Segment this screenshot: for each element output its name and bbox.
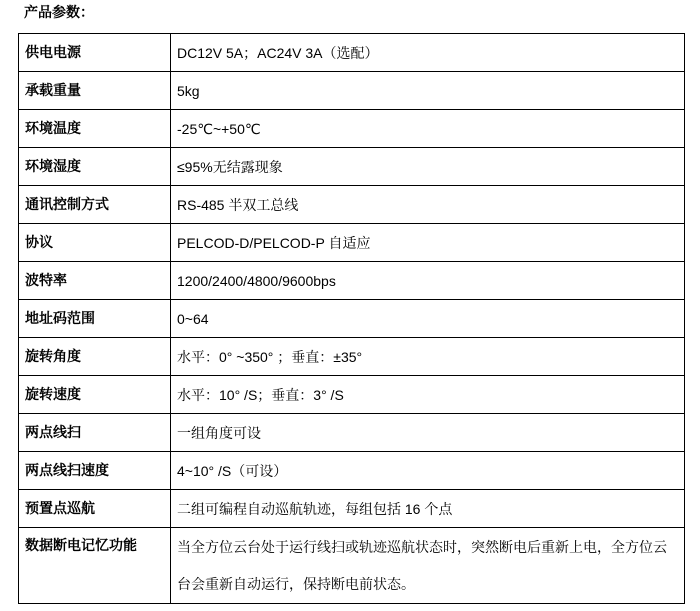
param-value: RS-485 半双工总线 xyxy=(171,186,685,224)
param-value: 水平：10° /S；垂直：3° /S xyxy=(171,376,685,414)
param-value: 水平：0° ~350° ；垂直：±35° xyxy=(171,338,685,376)
param-value: 当全方位云台处于运行线扫或轨迹巡航状态时，突然断电后重新上电，全方位云台会重新自动运行，保持断电前状态。 xyxy=(171,528,685,604)
param-value: 4~10° /S（可设） xyxy=(171,452,685,490)
table-row xyxy=(19,110,685,148)
param-label: 预置点巡航 xyxy=(19,490,171,528)
spec-table xyxy=(18,33,685,604)
table-row xyxy=(19,148,685,186)
table-row xyxy=(19,452,685,490)
param-label: 波特率 xyxy=(19,262,171,300)
param-label: 协议 xyxy=(19,224,171,262)
page-heading: 产品参数： xyxy=(24,5,94,21)
param-value: 1200/2400/4800/9600bps xyxy=(171,262,685,300)
table-row xyxy=(19,528,685,604)
param-value: -25℃~+50℃ xyxy=(171,110,685,148)
param-value: 0~64 xyxy=(171,300,685,338)
table-row xyxy=(19,414,685,452)
table-row xyxy=(19,224,685,262)
param-label: 通讯控制方式 xyxy=(19,186,171,224)
table-row xyxy=(19,262,685,300)
table-row xyxy=(19,300,685,338)
table-row xyxy=(19,34,685,72)
param-label: 两点线扫 xyxy=(19,414,171,452)
table-row xyxy=(19,186,685,224)
param-label: 承载重量 xyxy=(19,72,171,110)
param-label: 地址码范围 xyxy=(19,300,171,338)
table-row xyxy=(19,72,685,110)
param-value: ≤95%无结露现象 xyxy=(171,148,685,186)
table-row xyxy=(19,490,685,528)
param-value: 二组可编程自动巡航轨迹，每组包括 16 个点 xyxy=(171,490,685,528)
param-label: 两点线扫速度 xyxy=(19,452,171,490)
param-value: PELCOD-D/PELCOD-P 自适应 xyxy=(171,224,685,262)
param-value: 一组角度可设 xyxy=(171,414,685,452)
param-label: 旋转速度 xyxy=(19,376,171,414)
param-label: 旋转角度 xyxy=(19,338,171,376)
table-row xyxy=(19,376,685,414)
param-label: 环境温度 xyxy=(19,110,171,148)
table-row xyxy=(19,338,685,376)
param-label: 数据断电记忆功能 xyxy=(19,528,171,604)
param-value: 5kg xyxy=(171,72,685,110)
param-label: 供电电源 xyxy=(19,34,171,72)
param-value: DC12V 5A；AC24V 3A（选配） xyxy=(171,34,685,72)
param-label: 环境湿度 xyxy=(19,148,171,186)
